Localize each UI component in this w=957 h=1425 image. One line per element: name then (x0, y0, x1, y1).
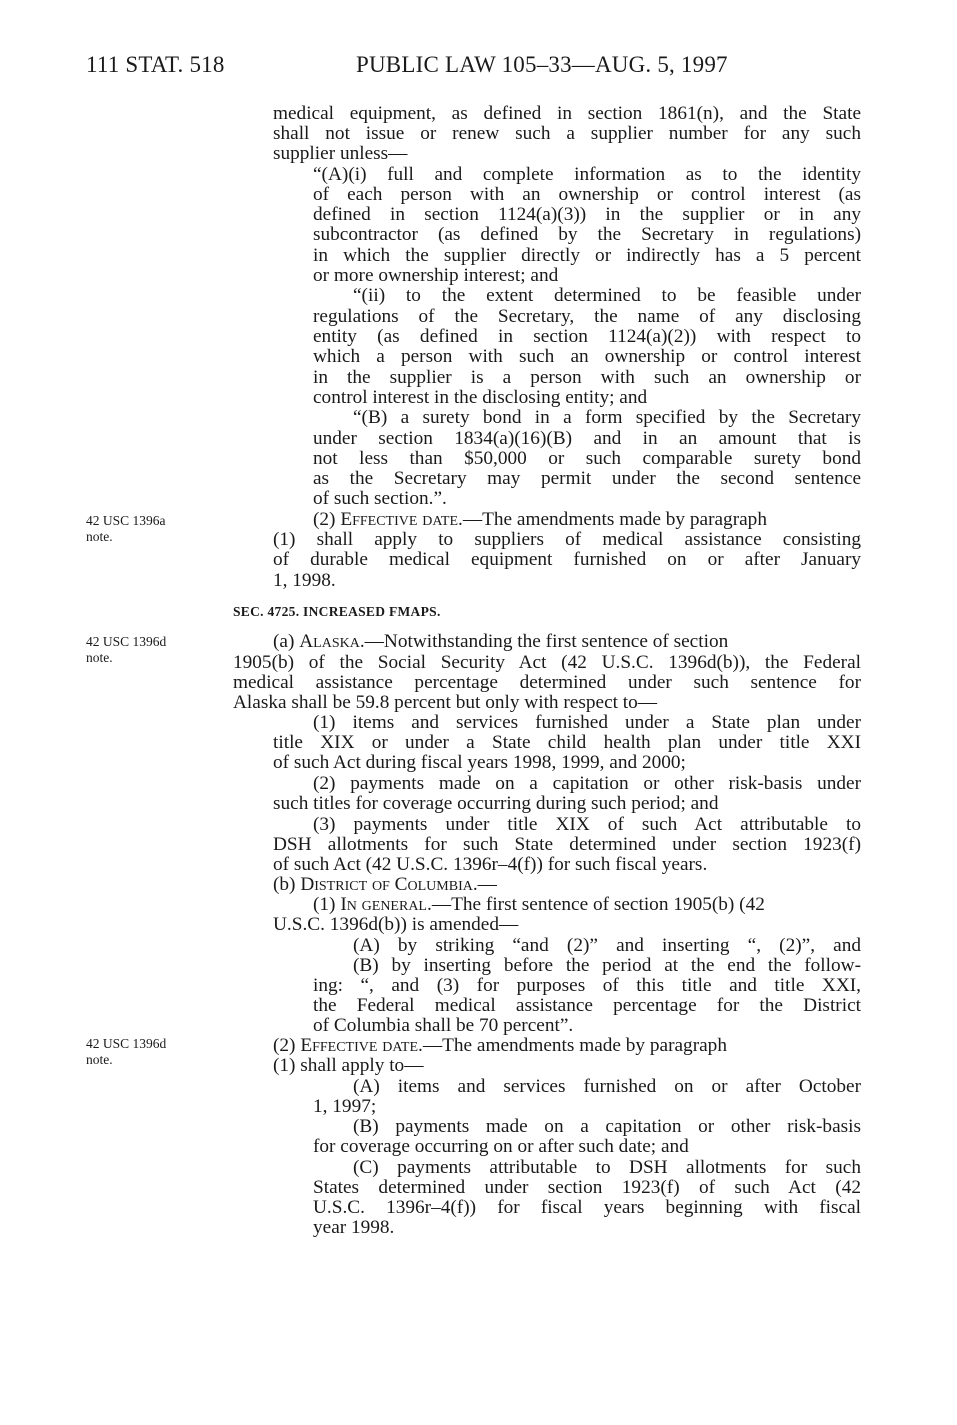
text-line: .—Notwithstanding the first sentence of section (359, 631, 729, 652)
text-line: (2) payments made on a capitation or other risk-basis under (313, 773, 861, 794)
text-line: 1905(b) of the Social Security Act (42 U.S.C. 1396d(b)), the Federal (233, 652, 861, 673)
text-line: of durable medical equipment furnished on or after January (273, 549, 861, 570)
paragraph-number: (b) (273, 874, 301, 895)
text-line: (A) by striking “and (2)” and inserting “, (2)”, and (353, 935, 861, 956)
text-line: of such section.”. (313, 488, 447, 509)
paragraph-lead (313, 895, 861, 915)
heading-effective-date: Effective date (340, 509, 459, 530)
text-line: medical assistance percentage determined under such sentence for (233, 672, 861, 693)
text-line: “(A)(i) full and complete information as to the identity (313, 164, 861, 185)
paragraph-number: (2) (273, 1035, 301, 1056)
margin-note-line: 42 USC 1396d (86, 634, 167, 649)
text-line: under section 1834(a)(16)(B) and in an amount that is (313, 428, 861, 449)
text-line: 1, 1998. (273, 570, 336, 591)
text-line: in which the supplier directly or indirectly has a 5 percent (313, 245, 861, 266)
text-line: “(ii) to the extent determined to be feasible under (353, 285, 861, 306)
paragraph-lead (273, 1036, 727, 1056)
text-line: .—The first sentence of section 1905(b) (42 (427, 894, 765, 915)
text-line: not less than $50,000 or such comparable surety bond (313, 448, 861, 469)
text-line: U.S.C. 1396r–4(f)) for fiscal years beginning with fiscal (313, 1197, 861, 1218)
text-line: (1) shall apply to— (273, 1055, 424, 1076)
text-line: medical equipment, as defined in section 1861(n), and the State (273, 103, 861, 124)
text-line: .— (472, 874, 497, 895)
heading-effective-date: Effective date (300, 1035, 419, 1056)
text-line: which a person with such an ownership or control interest (313, 346, 861, 367)
text-line: supplier unless— (273, 143, 408, 164)
heading-district-of-columbia: District of Columbia (300, 874, 473, 895)
margin-note-line: note. (86, 1052, 113, 1067)
text-line: control interest in the disclosing entity; and (313, 387, 648, 408)
margin-note-citation (86, 1036, 166, 1068)
text-line: as the Secretary may permit under the second sentence (313, 468, 861, 489)
text-line: the Federal medical assistance percentage for the District (313, 995, 861, 1016)
text-line: .—The amendments made by paragraph (418, 1035, 727, 1056)
text-line: (3) payments under title XIX of such Act attributable to (313, 814, 861, 835)
text-line: year 1998. (313, 1217, 395, 1238)
text-line: “(B) a surety bond in a form specified by the Secretary (353, 407, 861, 428)
text-line: for coverage occurring on or after such date; and (313, 1136, 689, 1157)
text-line: of such Act during fiscal years 1998, 1999, and 2000; (273, 752, 686, 773)
paragraph-lead (273, 632, 728, 652)
text-line: States determined under section 1923(f) of such Act (42 (313, 1177, 861, 1198)
text-line: title XIX or under a State child health plan under title XXI (273, 732, 861, 753)
paragraph-number: (1) (313, 894, 341, 915)
text-line: (A) items and services furnished on or after October (353, 1076, 861, 1097)
text-line: (1) items and services furnished under a State plan under (313, 712, 861, 733)
margin-note-citation (86, 513, 166, 545)
paragraph-number: (2) (313, 509, 341, 530)
text-line: (B) payments made on a capitation or other risk-basis (353, 1116, 861, 1137)
paragraph-lead (273, 875, 497, 895)
margin-note-line: note. (86, 650, 113, 665)
margin-note-line: 42 USC 1396a (86, 513, 166, 528)
text-line: ing: “, and (3) for purposes of this title and title XXI, (313, 975, 861, 996)
margin-note-line: note. (86, 529, 113, 544)
margin-note-citation (86, 634, 166, 666)
paragraph-number: (a) (273, 631, 300, 652)
text-line: (B) by inserting before the period at the end the follow- (353, 955, 861, 976)
text-line: in the supplier is a person with such an ownership or (313, 367, 861, 388)
running-header-title: PUBLIC LAW 105–33—AUG. 5, 1997 (356, 52, 728, 77)
text-line: (C) payments attributable to DSH allotments for such (353, 1157, 861, 1178)
text-line: of each person with an ownership or control interest (as (313, 184, 861, 205)
text-line: U.S.C. 1396d(b)) is amended— (273, 914, 519, 935)
heading-in-general: In general (340, 894, 427, 915)
margin-note-line: 42 USC 1396d (86, 1036, 167, 1051)
heading-alaska: Alaska (299, 631, 360, 652)
text-line: of Columbia shall be 70 percent”. (313, 1015, 574, 1036)
text-line: or more ownership interest; and (313, 265, 559, 286)
text-line: defined in section 1124(a)(3)) in the supplier or in any (313, 204, 861, 225)
text-line: DSH allotments for such State determined under section 1923(f) (273, 834, 861, 855)
text-line: shall not issue or renew such a supplier number for any such (273, 123, 861, 144)
text-line: entity (as defined in section 1124(a)(2)) with respect to (313, 326, 861, 347)
text-line: such titles for coverage occurring during such period; and (273, 793, 719, 814)
text-line: regulations of the Secretary, the name of any disclosing (313, 306, 861, 327)
text-line: .—The amendments made by paragraph (458, 509, 767, 530)
text-line: (1) shall apply to suppliers of medical assistance consisting (273, 529, 861, 550)
paragraph-lead (313, 510, 767, 530)
text-line: of such Act (42 U.S.C. 1396r–4(f)) for such fiscal years. (273, 854, 708, 875)
text-line: 1, 1997; (313, 1096, 377, 1117)
page-number: 111 STAT. 518 (86, 52, 225, 77)
text-line: subcontractor (as defined by the Secretary in regulations) (313, 224, 861, 245)
text-line: Alaska shall be 59.8 percent but only with respect to— (233, 692, 658, 713)
section-heading: SEC. 4725. INCREASED FMAPS. (233, 604, 441, 619)
